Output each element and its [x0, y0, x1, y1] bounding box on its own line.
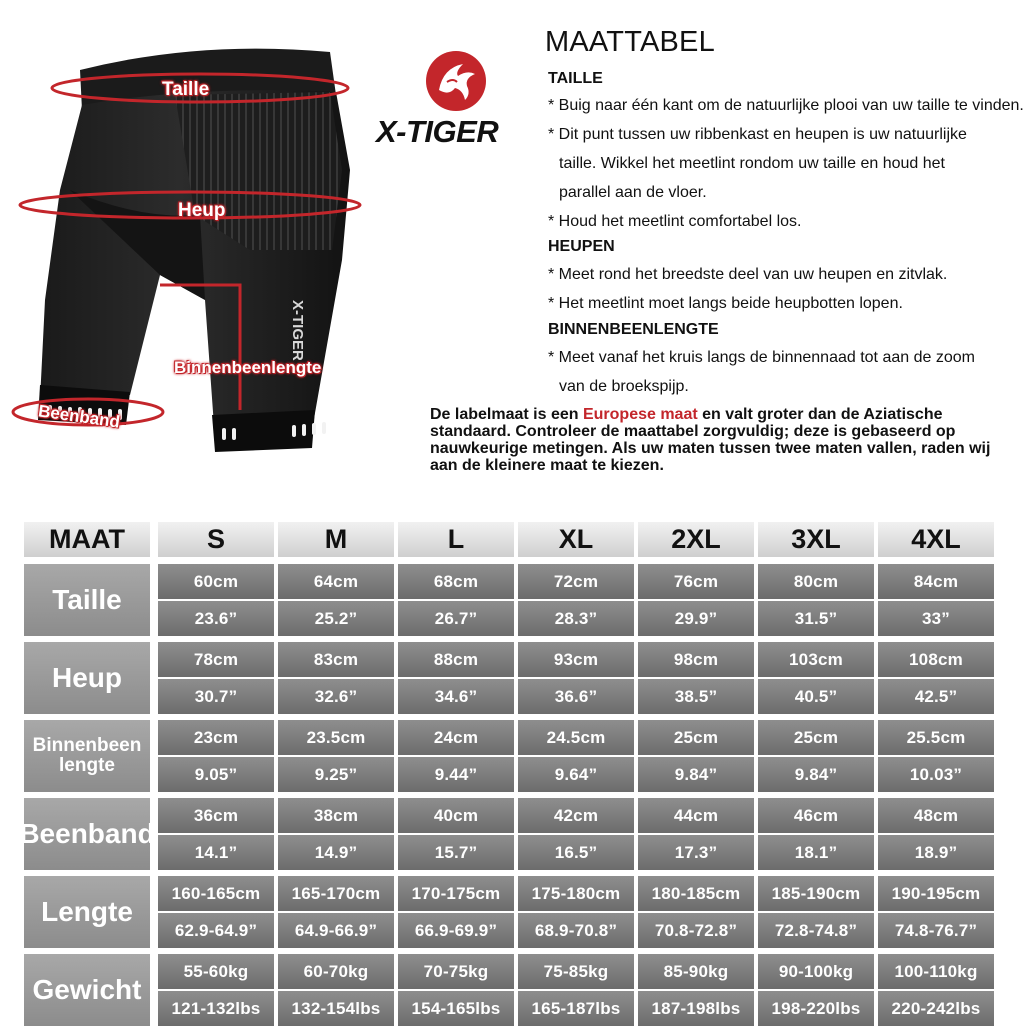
inseam-instruction-line: * Meet vanaf het kruis langs de binnennaad tot aan de zoom [548, 349, 975, 366]
table-cell-imperial: 42.5” [878, 679, 994, 714]
row-label: Beenband [24, 798, 150, 870]
european-size-highlight: Europese maat [582, 406, 698, 423]
table-cell-imperial: 40.5” [758, 679, 874, 714]
table-cell-imperial: 121-132lbs [158, 991, 274, 1026]
sizing-note-text: De labelmaat is een [430, 406, 583, 423]
table-cell-imperial: 9.25” [278, 757, 394, 792]
hip-section-heading: HEUPEN [548, 238, 615, 255]
table-cell-imperial: 34.6” [398, 679, 514, 714]
table-cell-imperial: 30.7” [158, 679, 274, 714]
table-cell-imperial: 28.3” [518, 601, 634, 636]
table-cell-imperial: 198-220lbs [758, 991, 874, 1026]
table-cell-imperial: 132-154lbs [278, 991, 394, 1026]
table-cell-imperial: 62.9-64.9” [158, 913, 274, 948]
table-cell-imperial: 70.8-72.8” [638, 913, 754, 948]
table-cell-metric: 170-175cm [398, 876, 514, 911]
row-label: Heup [24, 642, 150, 714]
table-cell-metric: 160-165cm [158, 876, 274, 911]
table-cell-imperial: 9.05” [158, 757, 274, 792]
table-cell-metric: 80cm [758, 564, 874, 599]
table-cell-imperial: 23.6” [158, 601, 274, 636]
table-cell-metric: 84cm [878, 564, 994, 599]
row-label: Taille [24, 564, 150, 636]
table-cell-metric: 42cm [518, 798, 634, 833]
table-cell-metric: 38cm [278, 798, 394, 833]
sizing-note-text: en valt groter dan de Aziatische standaard. Controleer de maattabel zorgvuldig; deze is gebaseerd op nauwkeurige metingen. Als uw maten tussen twee maten vallen, raden wij aan de kleinere maat te kiezen. [430, 406, 991, 474]
table-cell-metric: 165-170cm [278, 876, 394, 911]
legband-label: Beenband [37, 401, 122, 432]
table-cell-metric: 78cm [158, 642, 274, 677]
size-header-3xl: 3XL [758, 522, 874, 557]
table-cell-metric: 76cm [638, 564, 754, 599]
table-cell-metric: 68cm [398, 564, 514, 599]
size-header-s: S [158, 522, 274, 557]
table-cell-metric: 23.5cm [278, 720, 394, 755]
inseam-instruction-line: van de broekspijp. [559, 378, 689, 395]
waist-instruction-line: * Houd het meetlint comfortabel los. [548, 213, 802, 230]
inseam-section-heading: BINNENBEENLENGTE [548, 321, 719, 338]
table-cell-metric: 85-90kg [638, 954, 754, 989]
table-cell-imperial: 64.9-66.9” [278, 913, 394, 948]
size-header-m: M [278, 522, 394, 557]
row-label: Gewicht [24, 954, 150, 1026]
table-cell-imperial: 66.9-69.9” [398, 913, 514, 948]
table-cell-imperial: 32.6” [278, 679, 394, 714]
size-header-2xl: 2XL [638, 522, 754, 557]
table-cell-imperial: 10.03” [878, 757, 994, 792]
table-cell-metric: 25cm [638, 720, 754, 755]
table-cell-metric: 75-85kg [518, 954, 634, 989]
waist-instruction-line: * Dit punt tussen uw ribbenkast en heupen is uw natuurlijke [548, 126, 967, 143]
table-cell-imperial: 15.7” [398, 835, 514, 870]
table-cell-metric: 55-60kg [158, 954, 274, 989]
table-cell-metric: 64cm [278, 564, 394, 599]
table-cell-imperial: 18.9” [878, 835, 994, 870]
table-cell-imperial: 29.9” [638, 601, 754, 636]
table-cell-metric: 72cm [518, 564, 634, 599]
table-cell-metric: 48cm [878, 798, 994, 833]
table-cell-metric: 25.5cm [878, 720, 994, 755]
table-cell-imperial: 74.8-76.7” [878, 913, 994, 948]
table-cell-metric: 83cm [278, 642, 394, 677]
waist-instruction-line: * Buig naar één kant om de natuurlijke plooi van uw taille te vinden. [548, 97, 1024, 114]
table-cell-imperial: 72.8-74.8” [758, 913, 874, 948]
hip-instruction-line: * Het meetlint moet langs beide heupbotten lopen. [548, 295, 903, 312]
table-cell-metric: 88cm [398, 642, 514, 677]
table-cell-metric: 23cm [158, 720, 274, 755]
waist-instruction-line: taille. Wikkel het meetlint rondom uw taille en houd het [559, 155, 945, 172]
table-cell-imperial: 9.84” [758, 757, 874, 792]
sizing-note [430, 406, 1020, 474]
table-cell-metric: 185-190cm [758, 876, 874, 911]
hip-instruction-line: * Meet rond het breedste deel van uw heupen en zitvlak. [548, 266, 948, 283]
table-cell-imperial: 9.64” [518, 757, 634, 792]
inseam-label: Binnenbeenlengte [174, 358, 322, 377]
table-cell-imperial: 68.9-70.8” [518, 913, 634, 948]
waist-label: Taille [162, 79, 210, 100]
hip-label: Heup [178, 200, 226, 221]
size-header-label: MAAT [24, 522, 150, 557]
table-cell-imperial: 9.84” [638, 757, 754, 792]
table-cell-metric: 46cm [758, 798, 874, 833]
product-illustration [0, 0, 380, 470]
table-cell-imperial: 18.1” [758, 835, 874, 870]
tiger-head-logo-icon [425, 50, 487, 112]
table-cell-metric: 24cm [398, 720, 514, 755]
table-cell-imperial: 9.44” [398, 757, 514, 792]
table-cell-imperial: 14.1” [158, 835, 274, 870]
table-cell-imperial: 154-165lbs [398, 991, 514, 1026]
table-cell-metric: 25cm [758, 720, 874, 755]
table-cell-metric: 24.5cm [518, 720, 634, 755]
table-cell-metric: 60cm [158, 564, 274, 599]
table-cell-imperial: 25.2” [278, 601, 394, 636]
table-cell-imperial: 187-198lbs [638, 991, 754, 1026]
table-cell-metric: 93cm [518, 642, 634, 677]
table-cell-imperial: 165-187lbs [518, 991, 634, 1026]
table-cell-metric: 40cm [398, 798, 514, 833]
table-cell-imperial: 17.3” [638, 835, 754, 870]
size-header-4xl: 4XL [878, 522, 994, 557]
waist-instruction-line: parallel aan de vloer. [559, 184, 707, 201]
row-label: Lengte [24, 876, 150, 948]
table-cell-imperial: 220-242lbs [878, 991, 994, 1026]
table-cell-imperial: 16.5” [518, 835, 634, 870]
table-cell-imperial: 33” [878, 601, 994, 636]
table-cell-metric: 36cm [158, 798, 274, 833]
table-cell-metric: 60-70kg [278, 954, 394, 989]
table-cell-imperial: 36.6” [518, 679, 634, 714]
table-cell-metric: 98cm [638, 642, 754, 677]
table-cell-metric: 70-75kg [398, 954, 514, 989]
table-cell-imperial: 26.7” [398, 601, 514, 636]
table-cell-metric: 90-100kg [758, 954, 874, 989]
row-label: Binnenbeen lengte [24, 720, 150, 792]
table-cell-metric: 44cm [638, 798, 754, 833]
table-cell-metric: 100-110kg [878, 954, 994, 989]
table-cell-imperial: 31.5” [758, 601, 874, 636]
table-cell-metric: 180-185cm [638, 876, 754, 911]
table-cell-metric: 103cm [758, 642, 874, 677]
cycling-shorts-image [0, 0, 380, 470]
side-print-text: X-TIGER [289, 300, 306, 361]
waist-section-heading: TAILLE [548, 70, 603, 87]
size-header-l: L [398, 522, 514, 557]
size-header-xl: XL [518, 522, 634, 557]
brand-name: X-TIGER [376, 114, 499, 149]
table-cell-imperial: 14.9” [278, 835, 394, 870]
table-cell-metric: 175-180cm [518, 876, 634, 911]
table-cell-metric: 190-195cm [878, 876, 994, 911]
size-chart-title: MAATTABEL [545, 26, 715, 58]
table-cell-metric: 108cm [878, 642, 994, 677]
table-cell-imperial: 38.5” [638, 679, 754, 714]
